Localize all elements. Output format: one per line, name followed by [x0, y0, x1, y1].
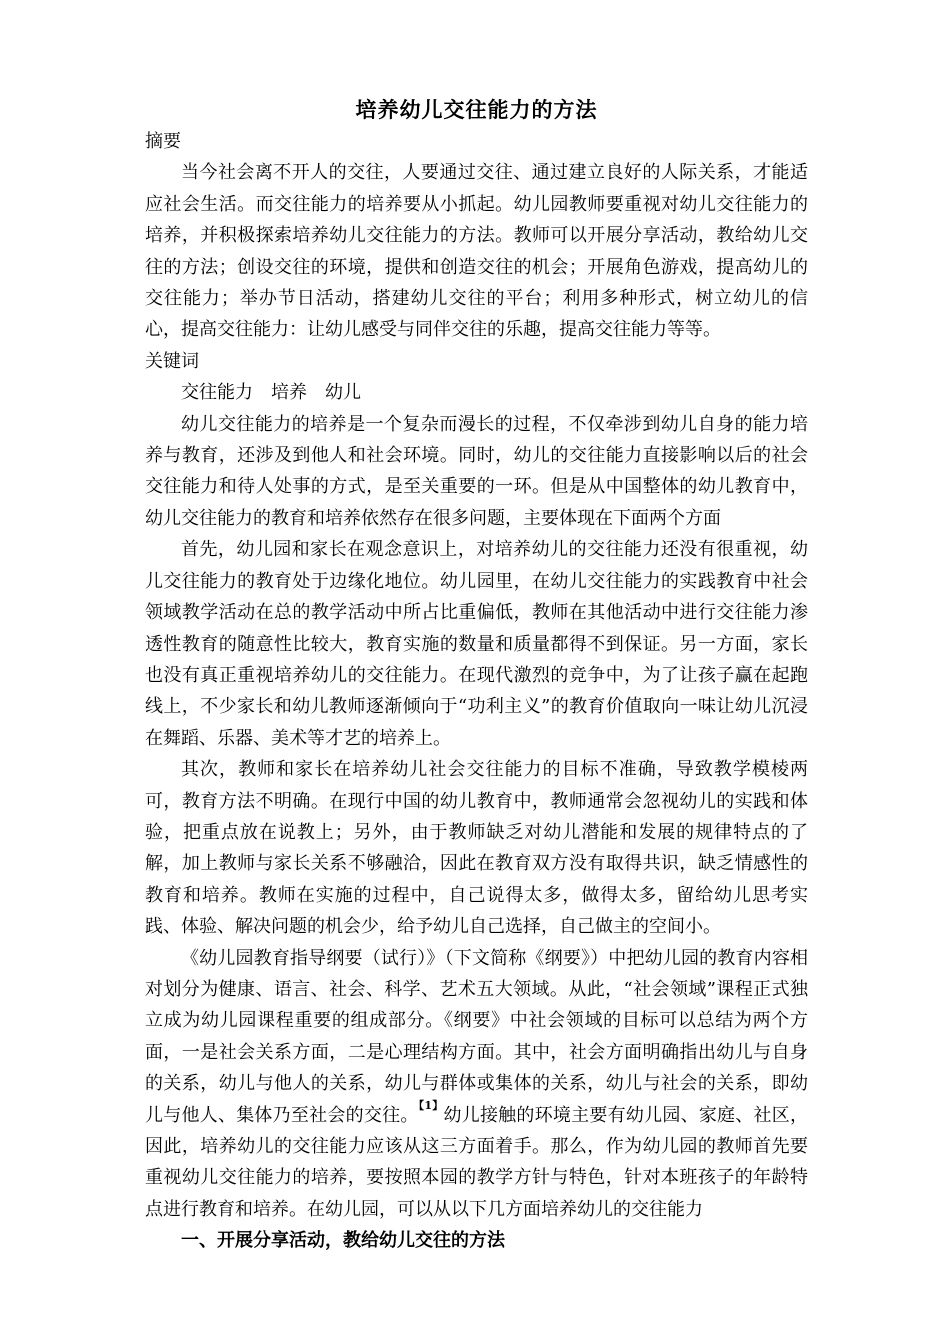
- keywords-text: 交往能力 培养 幼儿: [181, 382, 361, 404]
- reference-marker: 【1】: [418, 1098, 444, 1112]
- document-page: [145, 94, 808, 1257]
- document-title: 培养幼儿交往能力的方法: [355, 97, 598, 122]
- body-paragraph: 其次，教师和家长在培养幼儿社会交往能力的目标不准确，导致教学模棱两可，教育方法不明确。在现行中国的幼儿教育中，教师通常会忽视幼儿的实践和体验，把重点放在说教上；另外，由于教师缺乏对幼儿潜能和发展的规律特点的了解，加上教师与家长关系不够融洽，因此在教育双方没有取得共识，缺乏情感性的教育和培养。教师在实施的过程中，自己说得太多，做得太多，留给幼儿思考实践、体验、解决问题的机会少，给予幼儿自己选择，自己做主的空间小。: [145, 759, 808, 938]
- body-paragraph: 幼儿交往能力的培养是一个复杂而漫长的过程，不仅牵涉到幼儿自身的能力培养与教育，还涉及到他人和社会环境。同时，幼儿的交往能力直接影响以后的社会交往能力和待人处事的方式，是至关重要的一环。但是从中国整体的幼儿教育中，幼儿交往能力的教育和培养依然存在很多问题，主要体现在下面两个方面: [145, 413, 808, 529]
- keywords-label: 关键词: [145, 350, 199, 372]
- abstract-label: 摘要: [145, 131, 181, 152]
- section-heading: 一、开展分享活动，教给幼儿交往的方法: [181, 1230, 505, 1252]
- paragraph-text: 《幼儿园教育指导纲要（试行）》（下文简称《纲要》）中把幼儿园的教育内容相对划分为健康、语言、社会、科学、艺术五大领域。从此，“社会领域”课程正式独立成为幼儿园课程重要的组成部分。《纲要》中社会领域的目标可以总结为两个方面，一是社会关系方面，二是心理结构方面。其中，社会方面明确指出幼儿与自身的关系，幼儿与他人的关系，幼儿与群体或集体的关系，幼儿与社会的关系，即幼儿与他人、集体乃至社会的交往。: [145, 947, 808, 1126]
- body-paragraph-with-reference: [145, 943, 808, 1226]
- paragraph-text: 幼儿接触的环境主要有幼儿园、家庭、社区，因此，培养幼儿的交往能力应该从这三方面着手。那么，作为幼儿园的教师首先要重视幼儿交往能力的培养，要按照本园的教学方针与特色，针对本班孩子的年龄特点进行教育和培养。在幼儿园，可以从以下几方面培养幼儿的交往能力: [145, 1104, 809, 1220]
- abstract-text: 当今社会离不开人的交往，人要通过交往、通过建立良好的人际关系，才能适应社会生活。而交往能力的培养要从小抓起。幼儿园教师要重视对幼儿交往能力的培养，并积极探索培养幼儿交往能力的方法。教师可以开展分享活动，教给幼儿交往的方法；创设交往的环境，提供和创造交往的机会；开展角色游戏，提高幼儿的交往能力；举办节日活动，搭建幼儿交往的平台；利用多种形式，树立幼儿的信心，提高交往能力：让幼儿感受与同伴交往的乐趣，提高交往能力等等。: [145, 162, 808, 341]
- body-paragraph: 首先，幼儿园和家长在观念意识上，对培养幼儿的交往能力还没有很重视，幼儿交往能力的教育处于边缘化地位。幼儿园里，在幼儿交往能力的实践教育中社会领域教学活动在总的教学活动中所占比重偏低，教师在其他活动中进行交往能力渗透性教育的随意性比较大，教育实施的数量和质量都得不到保证。另一方面，家长也没有真正重视培养幼儿的交往能力。在现代激烈的竞争中，为了让孩子赢在起跑线上，不少家长和幼儿教师逐渐倾向于“功利主义”的教育价值取向一味让幼儿沉浸在舞蹈、乐器、美术等才艺的培养上。: [145, 539, 808, 749]
